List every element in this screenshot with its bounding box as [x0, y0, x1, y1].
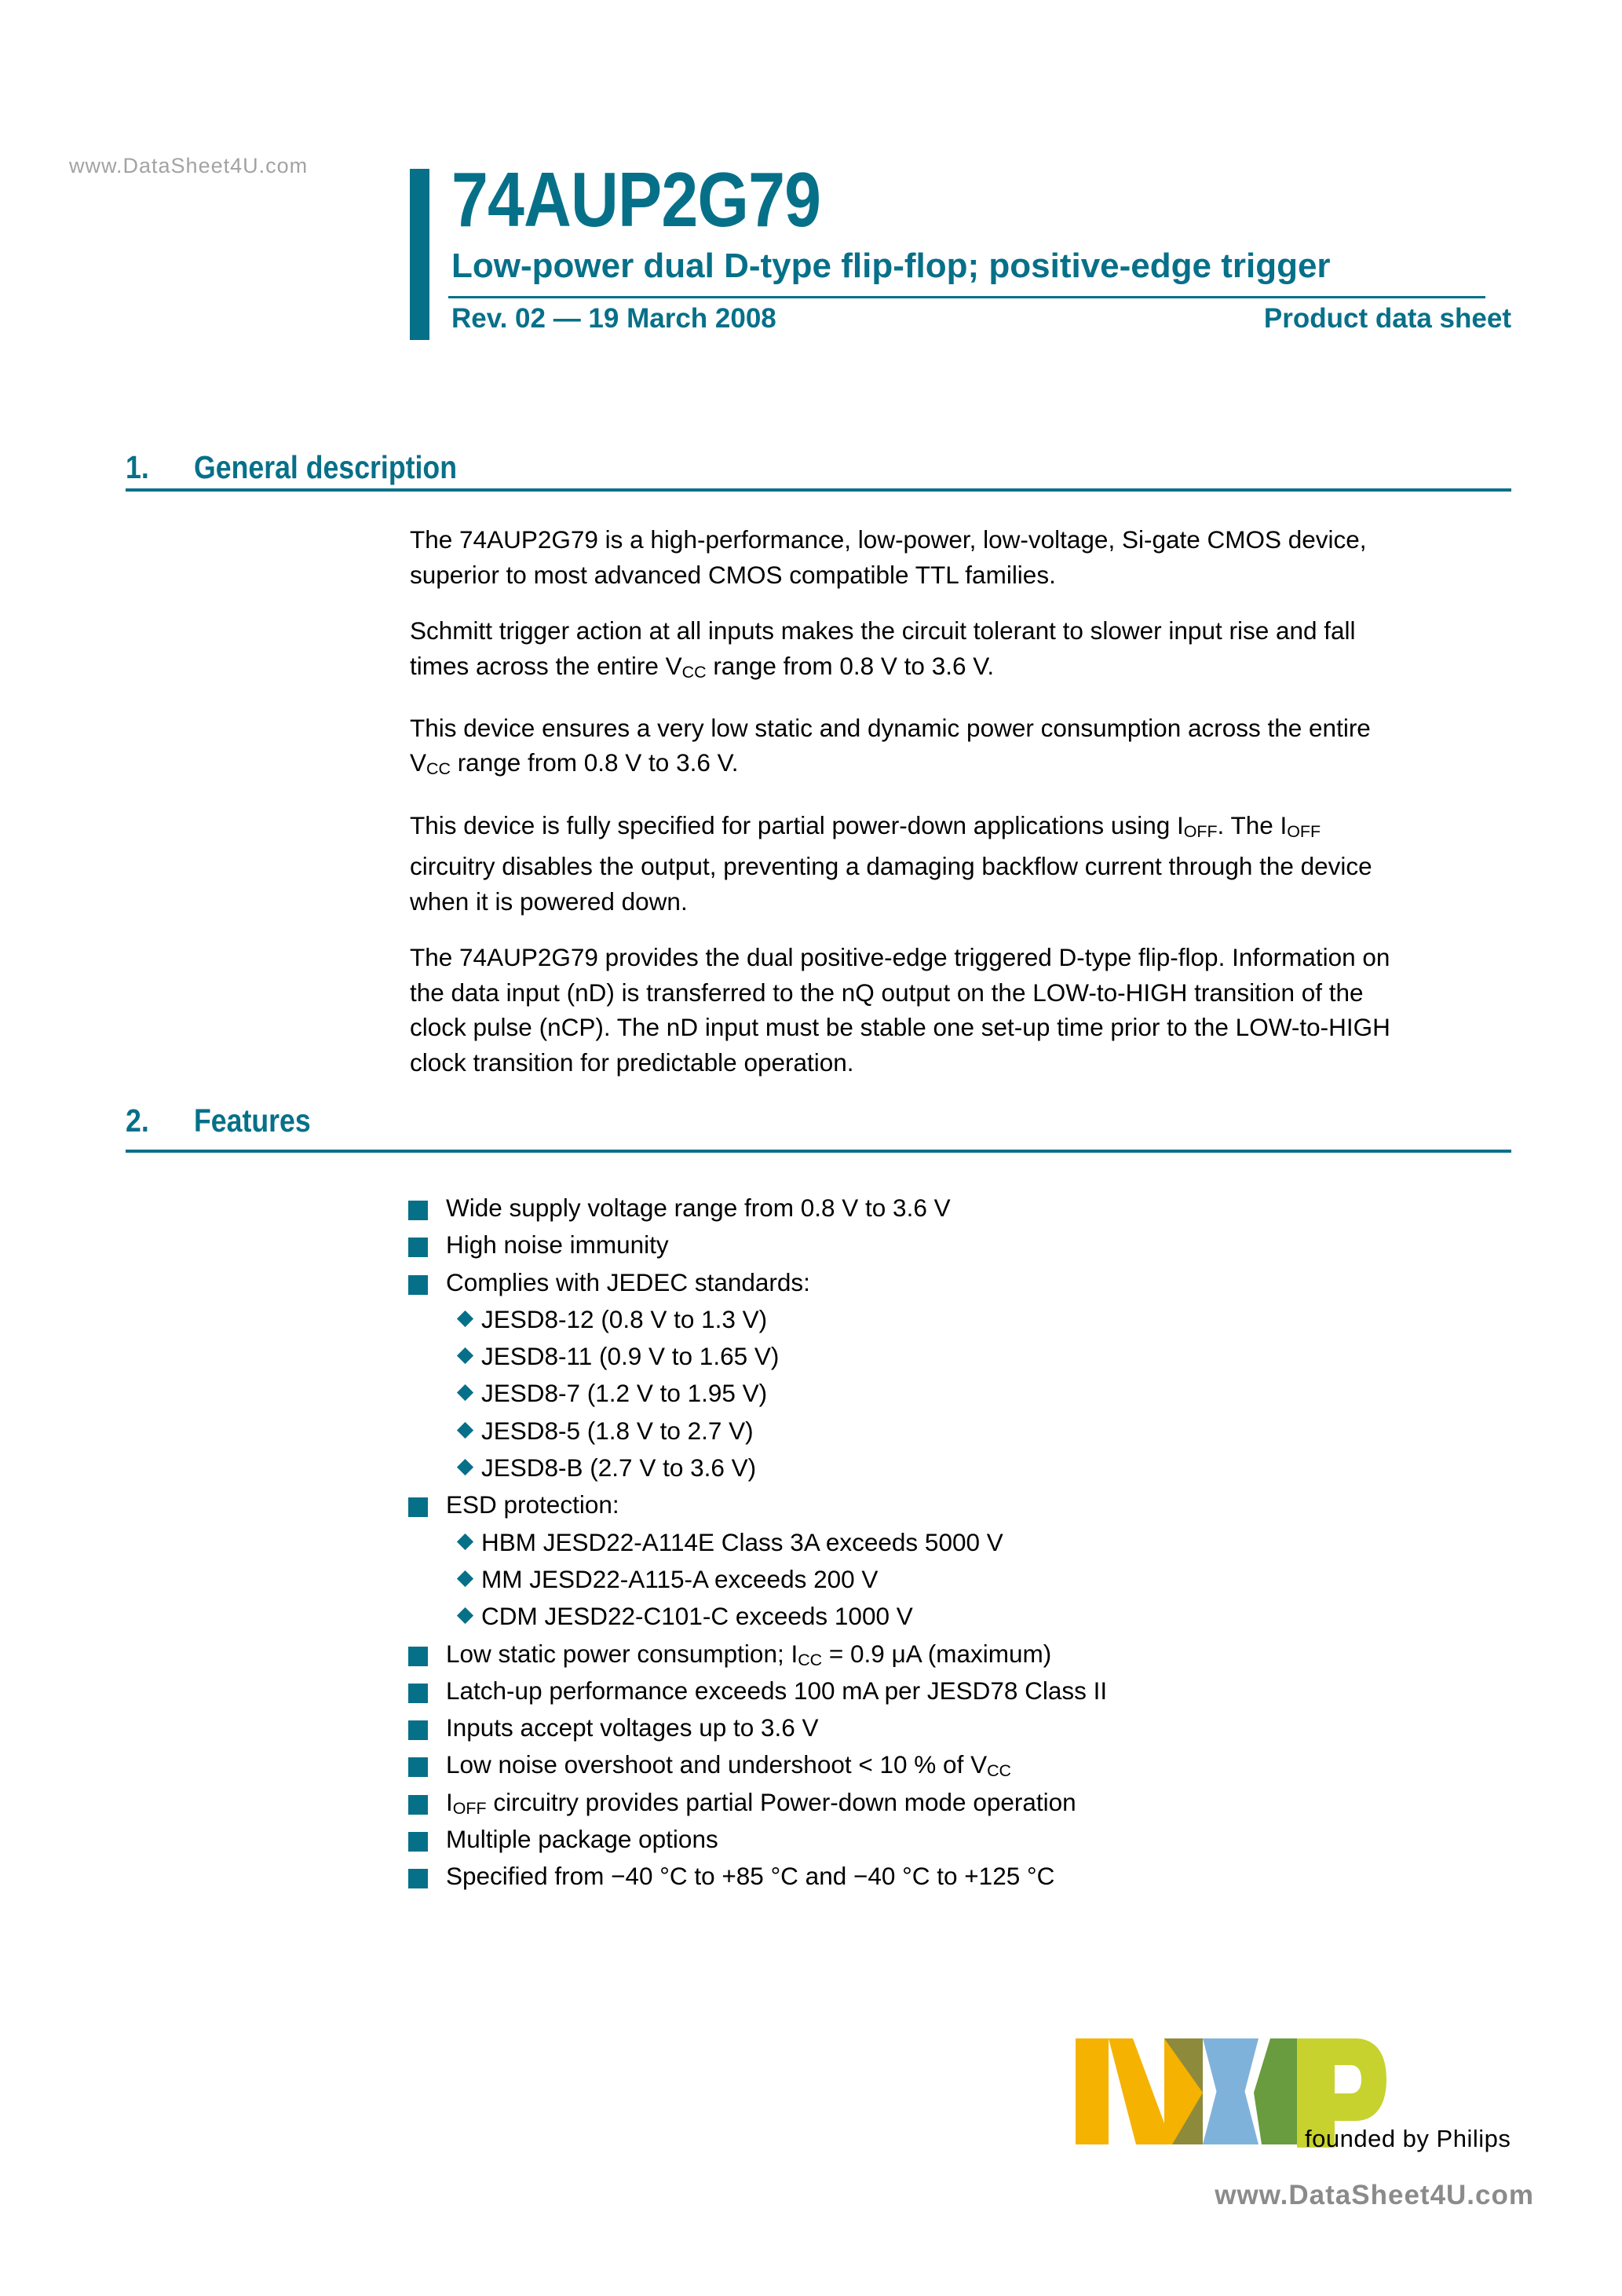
paragraph-line: times across the entire $V_{CC}$ range from 0.8 V to 3.6 V. — [410, 651, 995, 682]
paragraph-line: $V_{CC}$ range from 0.8 V to 3.6 V. — [410, 748, 739, 779]
paragraph — [410, 711, 1390, 787]
section-1-rule — [126, 488, 1511, 492]
feature-item — [408, 1636, 1107, 1673]
general-paragraphs — [410, 522, 1390, 1080]
feature-item — [408, 1746, 1107, 1783]
feature-subitem — [408, 1338, 1107, 1375]
square-bullet-icon — [408, 1684, 428, 1703]
square-bullet-icon — [408, 1757, 428, 1777]
feature-item — [408, 1858, 1107, 1895]
feature-text: High noise immunity — [446, 1230, 669, 1260]
feature-subitem — [408, 1375, 1107, 1412]
feature-text: JESD8-12 (0.8 V to 1.3 V) — [481, 1304, 768, 1333]
square-bullet-icon — [408, 1869, 428, 1888]
feature-item — [408, 1227, 1107, 1263]
watermark-top: www.DataSheet4U.com — [69, 154, 309, 177]
square-bullet-icon — [408, 1497, 428, 1517]
paragraph — [410, 613, 1390, 689]
paragraph — [410, 808, 1390, 919]
paragraph-line: This device is fully specified for partial power-down applications using $I_{OFF}$. The $I_{OFF}$ — [410, 810, 1321, 841]
revision-row — [451, 302, 1511, 336]
feature-item — [408, 1784, 1107, 1821]
paragraph-line: The 74AUP2G79 is a high-performance, low-power, low-voltage, Si-gate CMOS device, — [410, 525, 1367, 554]
diamond-bullet-icon — [457, 1311, 473, 1327]
feature-text: JESD8-B (2.7 V to 3.6 V) — [481, 1453, 757, 1483]
section-1-title: General description — [194, 449, 458, 485]
section-2-number: 2. — [126, 1102, 149, 1139]
feature-text: Latch-up performance exceeds 100 mA per JESD78 Class II — [446, 1676, 1108, 1705]
document-subtitle: Low-power dual D-type flip-flop; positive-edge trigger — [451, 247, 1331, 285]
square-bullet-icon — [408, 1720, 428, 1740]
diamond-bullet-icon — [457, 1534, 473, 1550]
feature-item — [408, 1264, 1107, 1301]
square-bullet-icon — [408, 1238, 428, 1257]
diamond-bullet-icon — [457, 1422, 473, 1439]
feature-text: MM JESD22-A115-A exceeds 200 V — [481, 1564, 879, 1593]
feature-text: Low noise overshoot and undershoot < 10 % of $V_{CC}$ — [446, 1750, 1012, 1781]
section-1-number: 1. — [126, 449, 149, 485]
square-bullet-icon — [408, 1832, 428, 1852]
feature-subitem — [408, 1413, 1107, 1450]
part-number-title: 74AUP2G79 — [451, 156, 821, 243]
section-2-heading — [126, 1101, 328, 1140]
paragraph-line: superior to most advanced CMOS compatible TTL families. — [410, 560, 1056, 589]
feature-text: Low static power consumption; $I_{CC} = 0.9$ μA (maximum) — [446, 1639, 1052, 1669]
paragraph-line: Schmitt trigger action at all inputs makes the circuit tolerant to slower input rise and fall — [410, 616, 1356, 645]
feature-subitem — [408, 1561, 1107, 1598]
feature-text: $I_{OFF}$ circuitry provides partial Power-down mode operation — [446, 1787, 1076, 1818]
square-bullet-icon — [408, 1795, 428, 1815]
logo-tagline: founded by Philips — [1305, 2125, 1511, 2152]
paragraph-line: clock transition for predictable operation. — [410, 1047, 854, 1077]
feature-item — [408, 1190, 1107, 1227]
feature-text: JESD8-7 (1.2 V to 1.95 V) — [481, 1379, 768, 1408]
diamond-bullet-icon — [457, 1384, 473, 1401]
feature-subitem — [408, 1524, 1107, 1561]
nxp-logo-letter-x — [1203, 2038, 1297, 2144]
feature-text: CDM JESD22-C101-C exceeds 1000 V — [481, 1602, 913, 1631]
feature-subitem — [408, 1301, 1107, 1338]
diamond-bullet-icon — [457, 1459, 473, 1475]
feature-item — [408, 1709, 1107, 1746]
diamond-bullet-icon — [457, 1570, 473, 1587]
section-2-title: Features — [194, 1102, 311, 1139]
revision-date: Rev. 02 — 19 March 2008 — [451, 303, 776, 334]
feature-text: Complies with JEDEC standards: — [446, 1267, 810, 1296]
square-bullet-icon — [408, 1275, 428, 1295]
paragraph — [410, 940, 1390, 1080]
section-1-heading — [126, 448, 496, 487]
header-rule — [448, 296, 1485, 298]
feature-subitem — [408, 1450, 1107, 1486]
section-2-rule — [126, 1150, 1511, 1153]
feature-item — [408, 1486, 1107, 1523]
paragraph-line: This device ensures a very low static and dynamic power consumption across the entire — [410, 713, 1371, 742]
feature-text: Multiple package options — [446, 1825, 718, 1854]
diamond-bullet-icon — [457, 1607, 473, 1624]
paragraph — [410, 522, 1390, 592]
feature-text: Specified from −40 °C to +85 °C and −40 °C to +125 °C — [446, 1862, 1055, 1891]
paragraph-line: the data input (nD) is transferred to the nQ output on the LOW-to-HIGH transition of the — [410, 978, 1364, 1007]
feature-text: Inputs accept voltages up to 3.6 V — [446, 1713, 819, 1742]
feature-text: HBM JESD22-A114E Class 3A exceeds 5000 V — [481, 1527, 1003, 1556]
features-list — [408, 1190, 1107, 1896]
square-bullet-icon — [408, 1201, 428, 1220]
feature-text: JESD8-11 (0.9 V to 1.65 V) — [481, 1342, 780, 1371]
feature-text: ESD protection: — [446, 1490, 619, 1519]
paragraph-line: circuitry disables the output, preventing a damaging backflow current through the device — [410, 852, 1372, 881]
feature-text: Wide supply voltage range from 0.8 V to 3.6 V — [446, 1194, 951, 1222]
nxp-logo-letter-n — [1076, 2038, 1203, 2144]
square-bullet-icon — [408, 1647, 428, 1666]
document-type: Product data sheet — [1263, 303, 1511, 334]
watermark-bottom: www.DataSheet4U.com — [1215, 2180, 1534, 2210]
feature-text: JESD8-5 (1.8 V to 2.7 V) — [481, 1416, 754, 1445]
diamond-bullet-icon — [457, 1347, 473, 1364]
paragraph-line: clock pulse (nCP). The nD input must be stable one set-up time prior to the LOW-to-HIGH — [410, 1013, 1390, 1042]
title-accent-bar — [410, 169, 429, 340]
paragraph-line: when it is powered down. — [410, 887, 688, 916]
paragraph-line: The 74AUP2G79 provides the dual positive-edge triggered D-type flip-flop. Information on — [410, 943, 1390, 972]
feature-subitem — [408, 1598, 1107, 1635]
feature-item — [408, 1673, 1107, 1709]
